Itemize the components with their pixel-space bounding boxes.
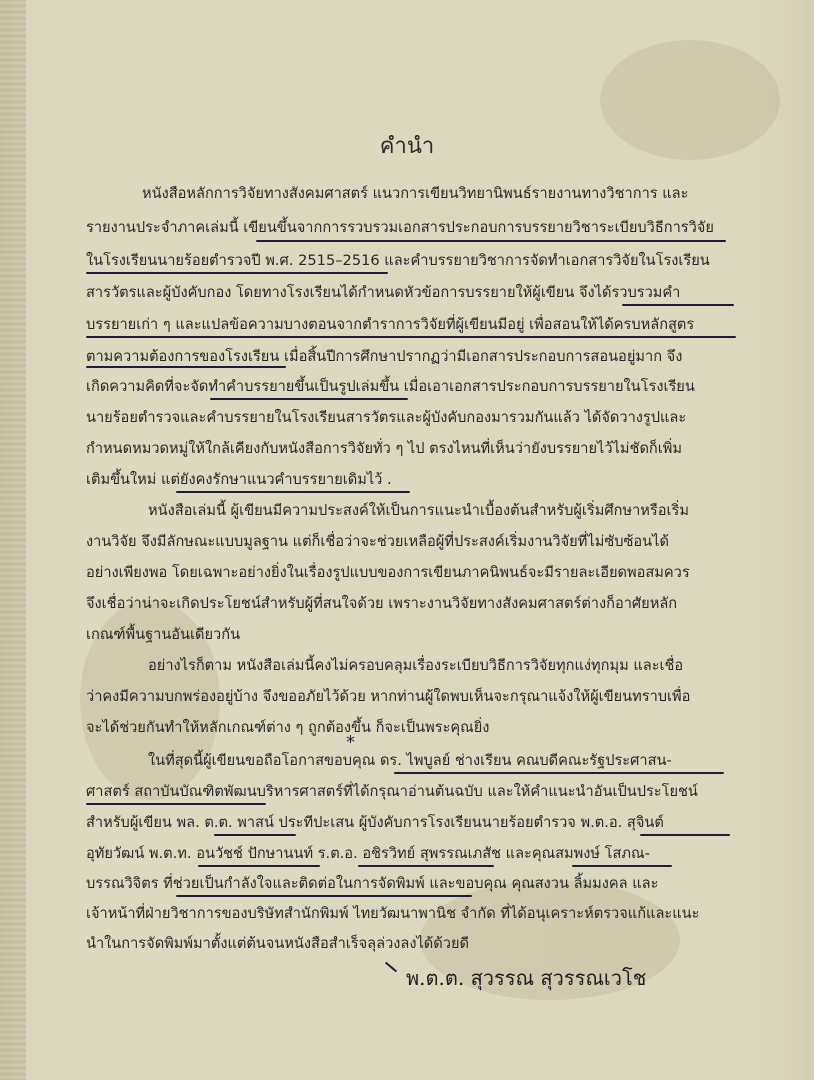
text-line: เติมขึ้นใหม่ แต่ยังคงรักษาแนวคำบรรยายเดิมไว้ .: [86, 471, 392, 488]
text-line: รายงานประจำภาคเล่มนี้ เขียนขึ้นจากการรวบรวมเอกสารประกอบการบรรยายวิชาระเบียบวิธีการวิจัย: [86, 219, 714, 236]
text-line: ในโรงเรียนนายร้อยตำรวจปี พ.ศ. 2515–2516 และคำบรรยายวิชาการจัดทำเอกสารวิจัยในโรงเรียน: [86, 252, 710, 269]
handwritten-underline: [214, 834, 296, 836]
text-line: กำหนดหมวดหมู่ให้ใกล้เคียงกับหนังสือการวิจัยทั่ว ๆ ไป ตรงไหนที่เห็นว่ายังบรรยายไว้ไม่ชัดก็เพิ่ม: [86, 440, 682, 457]
handwritten-underline: [394, 772, 724, 774]
text-line: จะได้ช่วยกันทำให้หลักเกณฑ์ต่าง ๆ ถูกต้องขึ้น ก็จะเป็นพระคุณยิ่ง: [86, 719, 490, 736]
text-line: ตามความต้องการของโรงเรียน เมื่อสิ้นปีการศึกษาปรากฏว่ามีเอกสารประกอบการสอนอยู่มาก จึง: [86, 348, 683, 365]
text-line: เกิดความคิดที่จะจัดทำคำบรรยายขึ้นเป็นรูปเล่มขึ้น เมื่อเอาเอกสารประกอบการบรรยายในโรงเรียน: [86, 378, 695, 395]
handwritten-underline: [86, 336, 736, 338]
handwritten-underline: [210, 398, 408, 400]
handwritten-underline: [176, 895, 472, 897]
text-line: หนังสือเล่มนี้ ผู้เขียนมีความประสงค์ให้เป็นการแนะนำเบื้องต้นสำหรับผู้เริ่มศึกษาหรือเริ่ม: [148, 502, 689, 519]
author-signature: พ.ต.ต. สุวรรณ สุวรรณเวโช: [406, 966, 647, 990]
text-line: อุทัยวัฒน์ พ.ต.ท. อนวัชช์ ปักษานนท์ ร.ต.อ. อชิรวิทย์ สุพรรณเภสัช และคุณสมพงษ์ โสภณ-: [86, 845, 650, 862]
text-line: อย่างไรก็ตาม หนังสือเล่มนี้คงไม่ครอบคลุมเรื่องระเบียบวิธีการวิจัยทุกแง่ทุกมุม และเชื่อ: [148, 657, 684, 674]
handwritten-asterisk: *: [346, 732, 355, 753]
handwritten-underline: [640, 834, 730, 836]
handwritten-underline: [572, 865, 672, 867]
text-line: เจ้าหน้าที่ฝ่ายวิชาการของบริษัทสำนักพิมพ์ ไทยวัฒนาพานิช จำกัด ที่ได้อนุเคราะห์ตรวจแก้และแนะ: [86, 905, 700, 922]
handwritten-underline: [86, 366, 286, 368]
handwritten-underline: [358, 865, 494, 867]
page-title: คำนำ: [379, 134, 435, 159]
text-line: สารวัตรและผู้บังคับกอง โดยทางโรงเรียนได้กำหนดหัวข้อการบรรยายให้ผู้เขียน จึงได้รวบรวมคำ: [86, 284, 681, 301]
text-line: งานวิจัย จึงมีลักษณะแบบมูลฐาน แต่ก็เชื่อว่าจะช่วยเหลือผู้ที่ประสงค์เริ่มงานวิจัยที่ไม่ซับซ้อนได้: [86, 533, 669, 550]
handwritten-underline: [86, 272, 388, 274]
text-line: หนังสือหลักการวิจัยทางสังคมศาสตร์ แนวการเขียนวิทยานิพนธ์รายงานทางวิชาการ และ: [142, 185, 689, 202]
text-line: บรรยายเก่า ๆ และแปลข้อความบางตอนจากตำราการวิจัยที่ผู้เขียนมีอยู่ เพื่อสอนให้ได้ครบหลักสูตร: [86, 316, 695, 333]
text-line: ว่าคงมีความบกพร่องอยู่บ้าง จึงขออภัยไว้ด้วย หากท่านผู้ใดพบเห็นจะกรุณาแจ้งให้ผู้เขียนทราบเพื่อ: [86, 688, 691, 705]
text-line: บรรณวิจิตร ที่ช่วยเป็นกำลังใจและติดต่อในการจัดพิมพ์ และขอบคุณ คุณสงวน ลิ้มมงคล และ: [86, 875, 659, 892]
text-line: อย่างเพียงพอ โดยเฉพาะอย่างยิ่งในเรื่องรูปแบบของการเขียนภาคนิพนธ์จะมีรายละเอียดพอสมควร: [86, 564, 690, 581]
text-line: เกณฑ์พื้นฐานอันเดียวกัน: [86, 626, 241, 643]
handwritten-underline: [622, 304, 734, 306]
handwritten-underline: [198, 865, 320, 867]
handwritten-tick: [385, 962, 397, 973]
text-line: จึงเชื่อว่าน่าจะเกิดประโยชน์สำหรับผู้ที่สนใจด้วย เพราะงานวิจัยทางสังคมศาสตร์ต่างก็อาศัยหลัก: [86, 595, 678, 612]
handwritten-underline: [256, 240, 726, 242]
text-line: นำในการจัดพิมพ์มาตั้งแต่ต้นจนหนังสือสำเร็จลุล่วงลงได้ด้วยดี: [86, 935, 469, 952]
handwritten-underline: [86, 803, 266, 805]
text-line: สำหรับผู้เขียน พล. ต.ต. พาสน์ ประทีปะเสน ผู้บังคับการโรงเรียนนายร้อยตำรวจ พ.ต.อ. สุจินต์: [86, 814, 664, 831]
handwritten-underline: [176, 491, 410, 493]
text-line: ศาสตร์ สถาบันบัณฑิตพัฒนบริหารศาสตร์ที่ได้กรุณาอ่านต้นฉบับ และให้คำแนะนำอันเป็นประโยชน์: [86, 783, 698, 800]
text-line: ในที่สุดนี้ผู้เขียนขอถือโอกาสขอบคุณ ดร. ไพบูลย์ ช่างเรียน คณบดีคณะรัฐประศาสน-: [148, 752, 672, 769]
text-line: นายร้อยตำรวจและคำบรรยายในโรงเรียนสารวัตรและผู้บังคับกองมารวมกันแล้ว ได้จัดวางรูปและ: [86, 409, 687, 426]
